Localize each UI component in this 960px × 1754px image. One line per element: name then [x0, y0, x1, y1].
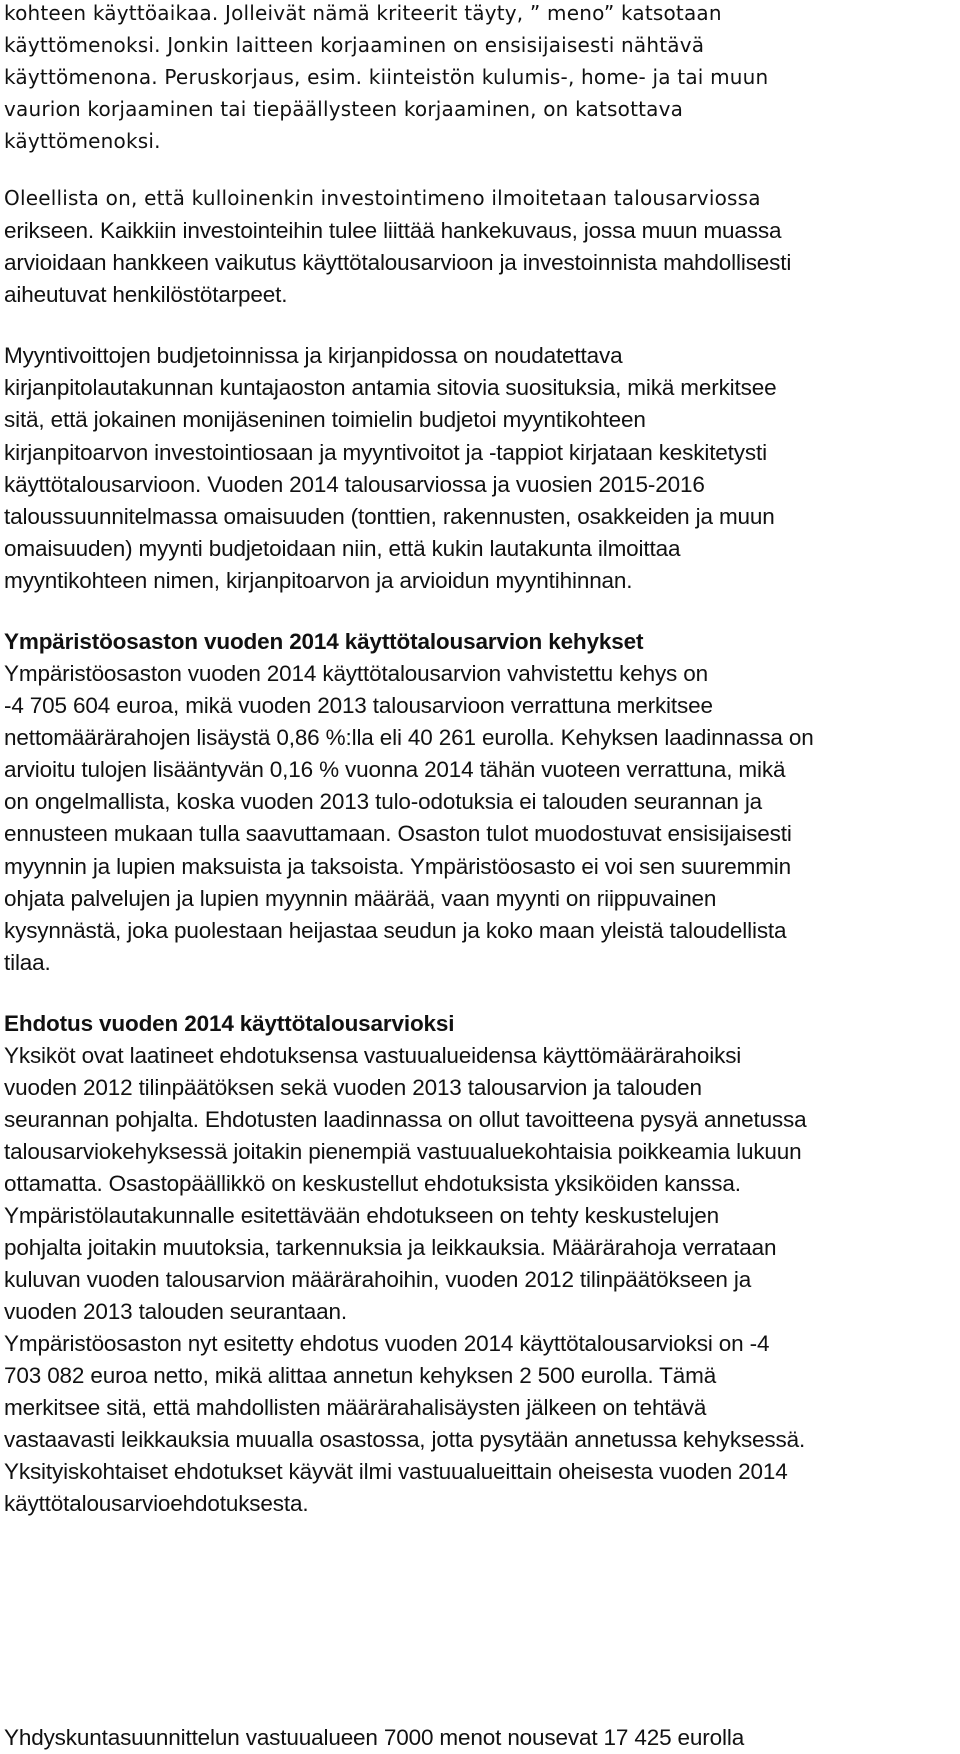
text-line: Ympäristöosaston vuoden 2014 käyttötalousarvion vahvistettu kehys on — [4, 661, 708, 686]
text-line: myynnin ja lupien maksuista ja taksoista. Ympäristöosasto ei voi sen suuremmin — [4, 854, 791, 879]
text-line: talousarviokehyksessä joitakin pienempiä vastuualuekohtaisia poikkeamia lukuun — [4, 1139, 802, 1164]
text-line: kirjanpitolautakunnan kuntajaoston antamia sitovia suosituksia, mikä merkitsee — [4, 375, 777, 400]
text-line: kysynnästä, joka puolestaan heijastaa seudun ja koko maan yleistä taloudellista — [4, 918, 787, 943]
text-line: ennusteen mukaan tulla saavuttamaan. Osaston tulot muodostuvat ensisijaisesti — [4, 821, 792, 846]
text-line: Oleellista on, että kulloinenkin investointimeno ilmoitetaan talousarviossa — [4, 186, 761, 210]
text-line: käyttömenona. Peruskorjaus, esim. kiinteistön kulumis-, home- ja tai muun — [4, 65, 769, 89]
text-line: Yksityiskohtaiset ehdotukset käyvät ilmi vastuualueittain oheisesta vuoden 2014 — [4, 1459, 788, 1484]
text-line: aiheutuvat henkilöstötarpeet. — [4, 282, 288, 307]
text-line: kirjanpitoarvon investointiosaan ja myyntivoitot ja -tappiot kirjataan keskitetysti — [4, 440, 767, 465]
text-line: Yhdyskuntasuunnittelun vastuualueen 7000 menot nousevat 17 425 eurolla — [4, 1725, 745, 1750]
text-line: ottamatta. Osastopäällikkö on keskustellut ehdotuksista yksiköiden kanssa. — [4, 1171, 741, 1196]
text-line: -4 705 604 euroa, mikä vuoden 2013 talousarvioon verrattuna merkitsee — [4, 693, 713, 718]
text-line: on ongelmallista, koska vuoden 2013 tulo-odotuksia ei talouden seurannan ja — [4, 789, 763, 814]
section-heading: Ympäristöosaston vuoden 2014 käyttötalousarvion kehykset — [4, 629, 644, 654]
text-line: ohjata palvelujen ja lupien myynnin määrää, vaan myynti on riippuvainen — [4, 886, 717, 911]
text-line: käyttömenoksi. — [4, 129, 161, 153]
text-line: Yksiköt ovat laatineet ehdotuksensa vastuualueidensa käyttömäärärahoiksi — [4, 1043, 742, 1068]
text-line: erikseen. Kaikkiin investointeihin tulee liittää hankekuvaus, jossa muun muassa — [4, 218, 782, 243]
text-line: tilaa. — [4, 950, 51, 975]
text-line: kuluvan vuoden talousarvion määrärahoihin, vuoden 2012 tilinpäätökseen ja — [4, 1267, 752, 1292]
text-line: taloussuunnitelmassa omaisuuden (tonttien, rakennusten, osakkeiden ja muun — [4, 504, 775, 529]
text-line: vuoden 2013 talouden seurantaan. — [4, 1299, 347, 1324]
text-line: merkitsee sitä, että mahdollisten määrärahalisäysten jälkeen on tehtävä — [4, 1395, 707, 1420]
text-line: käyttötalousarvioon. Vuoden 2014 talousarviossa ja vuosien 2015-2016 — [4, 472, 705, 497]
text-line: arvioidaan hankkeen vaikutus käyttötalousarvioon ja investoinnista mahdollisesti — [4, 250, 792, 275]
text-line: Ympäristölautakunnalle esitettävään ehdotukseen on tehty keskustelujen — [4, 1203, 719, 1228]
section-heading: Ehdotus vuoden 2014 käyttötalousarvioksi — [4, 1011, 455, 1036]
text-line: pohjalta joitakin muutoksia, tarkennuksia ja leikkauksia. Määrärahoja verrataan — [4, 1235, 777, 1260]
text-line: seurannan pohjalta. Ehdotusten laadinnassa on ollut tavoitteena pysyä annetussa — [4, 1107, 807, 1132]
text-line: omaisuuden) myynti budjetoidaan niin, että kukin lautakunta ilmoittaa — [4, 536, 681, 561]
text-line: sitä, että jokainen monijäseninen toimielin budjetoi myyntikohteen — [4, 407, 646, 432]
text-line: vaurion korjaaminen tai tiepäällysteen korjaaminen, on katsottava — [4, 97, 684, 121]
text-line: vuoden 2012 tilinpäätöksen sekä vuoden 2013 talousarvion ja talouden — [4, 1075, 702, 1100]
text-line: vastaavasti leikkauksia muualla osastossa, jotta pysytään annetussa kehyksessä. — [4, 1427, 806, 1452]
text-line: nettomäärärahojen lisäystä 0,86 %:lla eli 40 261 eurolla. Kehyksen laadinnassa on — [4, 725, 814, 750]
text-line: myyntikohteen nimen, kirjanpitoarvon ja arvioidun myyntihinnan. — [4, 568, 633, 593]
text-line: kohteen käyttöaikaa. Jolleivät nämä kriteerit täyty, ” meno” katsotaan — [4, 1, 722, 25]
text-line: arvioitu tulojen lisääntyvän 0,16 % vuonna 2014 tähän vuoteen verrattuna, mikä — [4, 757, 786, 782]
text-line: käyttömenoksi. Jonkin laitteen korjaaminen on ensisijaisesti nähtävä — [4, 33, 705, 57]
text-line: käyttötalousarvioehdotuksesta. — [4, 1491, 309, 1516]
text-line: Ympäristöosaston nyt esitetty ehdotus vuoden 2014 käyttötalousarvioksi on -4 — [4, 1331, 770, 1356]
text-line: 703 082 euroa netto, mikä alittaa annetun kehyksen 2 500 eurolla. Tämä — [4, 1363, 717, 1388]
text-line: Myyntivoittojen budjetoinnissa ja kirjanpidossa on noudatettava — [4, 343, 623, 368]
